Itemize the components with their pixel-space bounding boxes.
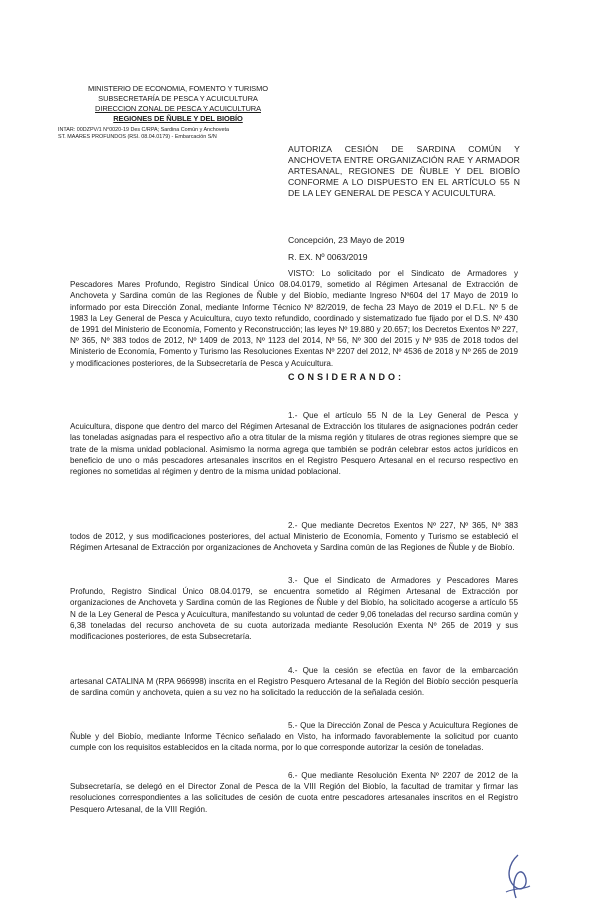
letterhead [58,84,298,124]
considerando-paragraph-5: 5.- Que la Dirección Zonal de Pesca y Acuicultura Regiones de Ñuble y del Biobío, mediante Informe Técnico señalado en Visto, ha informado favorablemente la solicitud por cuanto cumple con los requisitos establecidos en la citada norma, por lo que corresponde autorizar la cesión de toneladas. [70,721,518,753]
place-and-date: Concepción, 23 Mayo de 2019 [288,235,405,245]
reference-block [58,127,293,141]
considerando-paragraph-6: 6.- Que mediante Resolución Exenta Nº 2207 de 2012 de la Subsecretaría, se delegó en el Director Zonal de Pesca de la VIII Región del Biobío, la facultad de tramitar y firmar las resoluciones correspondientes a las solicitudes de cesión de cuota entre pescadores artesanales inscritos en el Registro Pesquero Artesanal, de la VIII Región. [70,771,518,814]
resolution-subject: AUTORIZA CESIÓN DE SARDINA COMÚN Y ANCHOVETA ENTRE ORGANIZACIÓN RAE Y ARMADOR ARTESANAL, REGIONES DE ÑUBLE Y DEL BIOBÍO CONFORME A LO DISPUESTO EN EL ARTÍCULO 55 N DE LA LEY GENERAL DE PESCA Y ACUICULTURA. [288,144,520,198]
regions-line: REGIONES DE ÑUBLE Y DEL BIOBÍO [113,114,243,123]
subsecretary-line: SUBSECRETARÍA DE PESCA Y ACUICULTURA [98,94,258,103]
considerando-paragraph-4: 4.- Que la cesión se efectúa en favor de la embarcación artesanal CATALINA M (RPA 966998) inscrita en el Registro Pesquero Artesanal de la Región del Biobío sección pesquería de sardina común y anchoveta, quien a su vez no ha solicitado la reducción de la señalada cesión. [70,666,518,698]
considerando-paragraph-2: 2.- Que mediante Decretos Exentos Nº 227, Nº 365, Nº 383 todos de 2012, y sus modificaciones posteriores, del actual Ministerio de Economía, Fomento y Turismo se estableció el Régimen Artesanal de Extracción por organizaciones de Anchoveta y Sardina común de las Regiones de Ñuble y de Biobío. [70,521,518,553]
reference-line-1: INTAR: 00DZPV/1 N°0020-19 Des C/RPA; Sardina Común y Anchoveta [58,127,229,133]
visto-paragraph: VISTO: Lo solicitado por el Sindicato de Armadores y Pescadores Mares Profundo, Registro Sindical Único 08.04.0179, sometido al Régimen Artesanal de Extracción de Anchoveta y Sardina común de las Regiones de Ñuble y del Biobío, mediante Ingreso Nº604 del 17 Mayo de 2019 lo informado por esta Dirección Zonal, mediante Informe Técnico Nº 82/2019, de fecha 23 Mayo de 2019 el D.F.L. Nº 5 de 1983 la Ley General de Pesca y Acuicultura, cuyo texto refundido, coordinado y sistematizado fue fijado por el D.S. Nº 430 de 1991 del Ministerio de Economía, Fomento y Reconstrucción; las leyes Nº 19.880 y 20.657; los Decretos Exentos Nº 227, Nº 365, Nº 383 todos de 2012, Nº 1409 de 2013, Nº 1123 del 2014, Nº 56, Nº 300 del 2015 y Nº 935 de 2018 todos del Ministerio de Economía, Fomento y Turismo las Resoluciones Exentas Nº 2207 del 2012, Nº 4536 de 2018 y Nº 265 de 2019 y modificaciones posteriores, de la Subsecretaría de Pesca y Acuicultura. [70,269,518,368]
considerando-heading: CONSIDERANDO: [288,372,405,382]
handwritten-signature [500,852,534,902]
resolution-number: R. EX. Nº 0063/2019 [288,252,368,262]
zonal-direction-line: DIRECCION ZONAL DE PESCA Y ACUICULTURA [95,104,261,113]
ministry-line: MINISTERIO DE ECONOMIA, FOMENTO Y TURISMO [88,84,268,93]
considerando-paragraph-3: 3.- Que el Sindicato de Armadores y Pescadores Mares Profundo, Registro Sindical Único 08.04.0179, se encuentra sometido al Régimen Artesanal de Extracción por organizaciones de Anchoveta y Sardina común de las Regiones de Ñuble y del Biobío, ha solicitado acogerse a artículo 55 N de la Ley General de Pesca y Acuicultura, manifestando su voluntad de ceder 9,06 toneladas del recurso sardina común y 6,38 toneladas del recurso anchoveta de su cuota autorizada mediante Resolución Exenta Nº 265 de 2019 y sus modificaciones posteriores, de esta Subsecretaría. [70,576,518,642]
reference-line-2: ST. MAARES PROFUNDOS (RSI. 08.04.0179) - Embarcación S/N [58,134,217,140]
considerando-paragraph-1: 1.- Que el artículo 55 N de la Ley General de Pesca y Acuicultura, dispone que dentro del marco del Régimen Artesanal de Extracción los titulares de asignaciones podrán ceder las toneladas asignadas para el respectivo año a otra titular de la misma región y titulares de otras regiones siempre que se trate de la misma unidad poblacional. Asimismo la norma agrega que también se podrán celebrar estos actos jurídicos en beneficio de uno o más pescadores artesanales inscritos en el Registro Pesquero Artesanal en el recurso respectivo en regiones no sometidas al régimen y dentro de la misma unidad poblacional. [70,411,518,477]
